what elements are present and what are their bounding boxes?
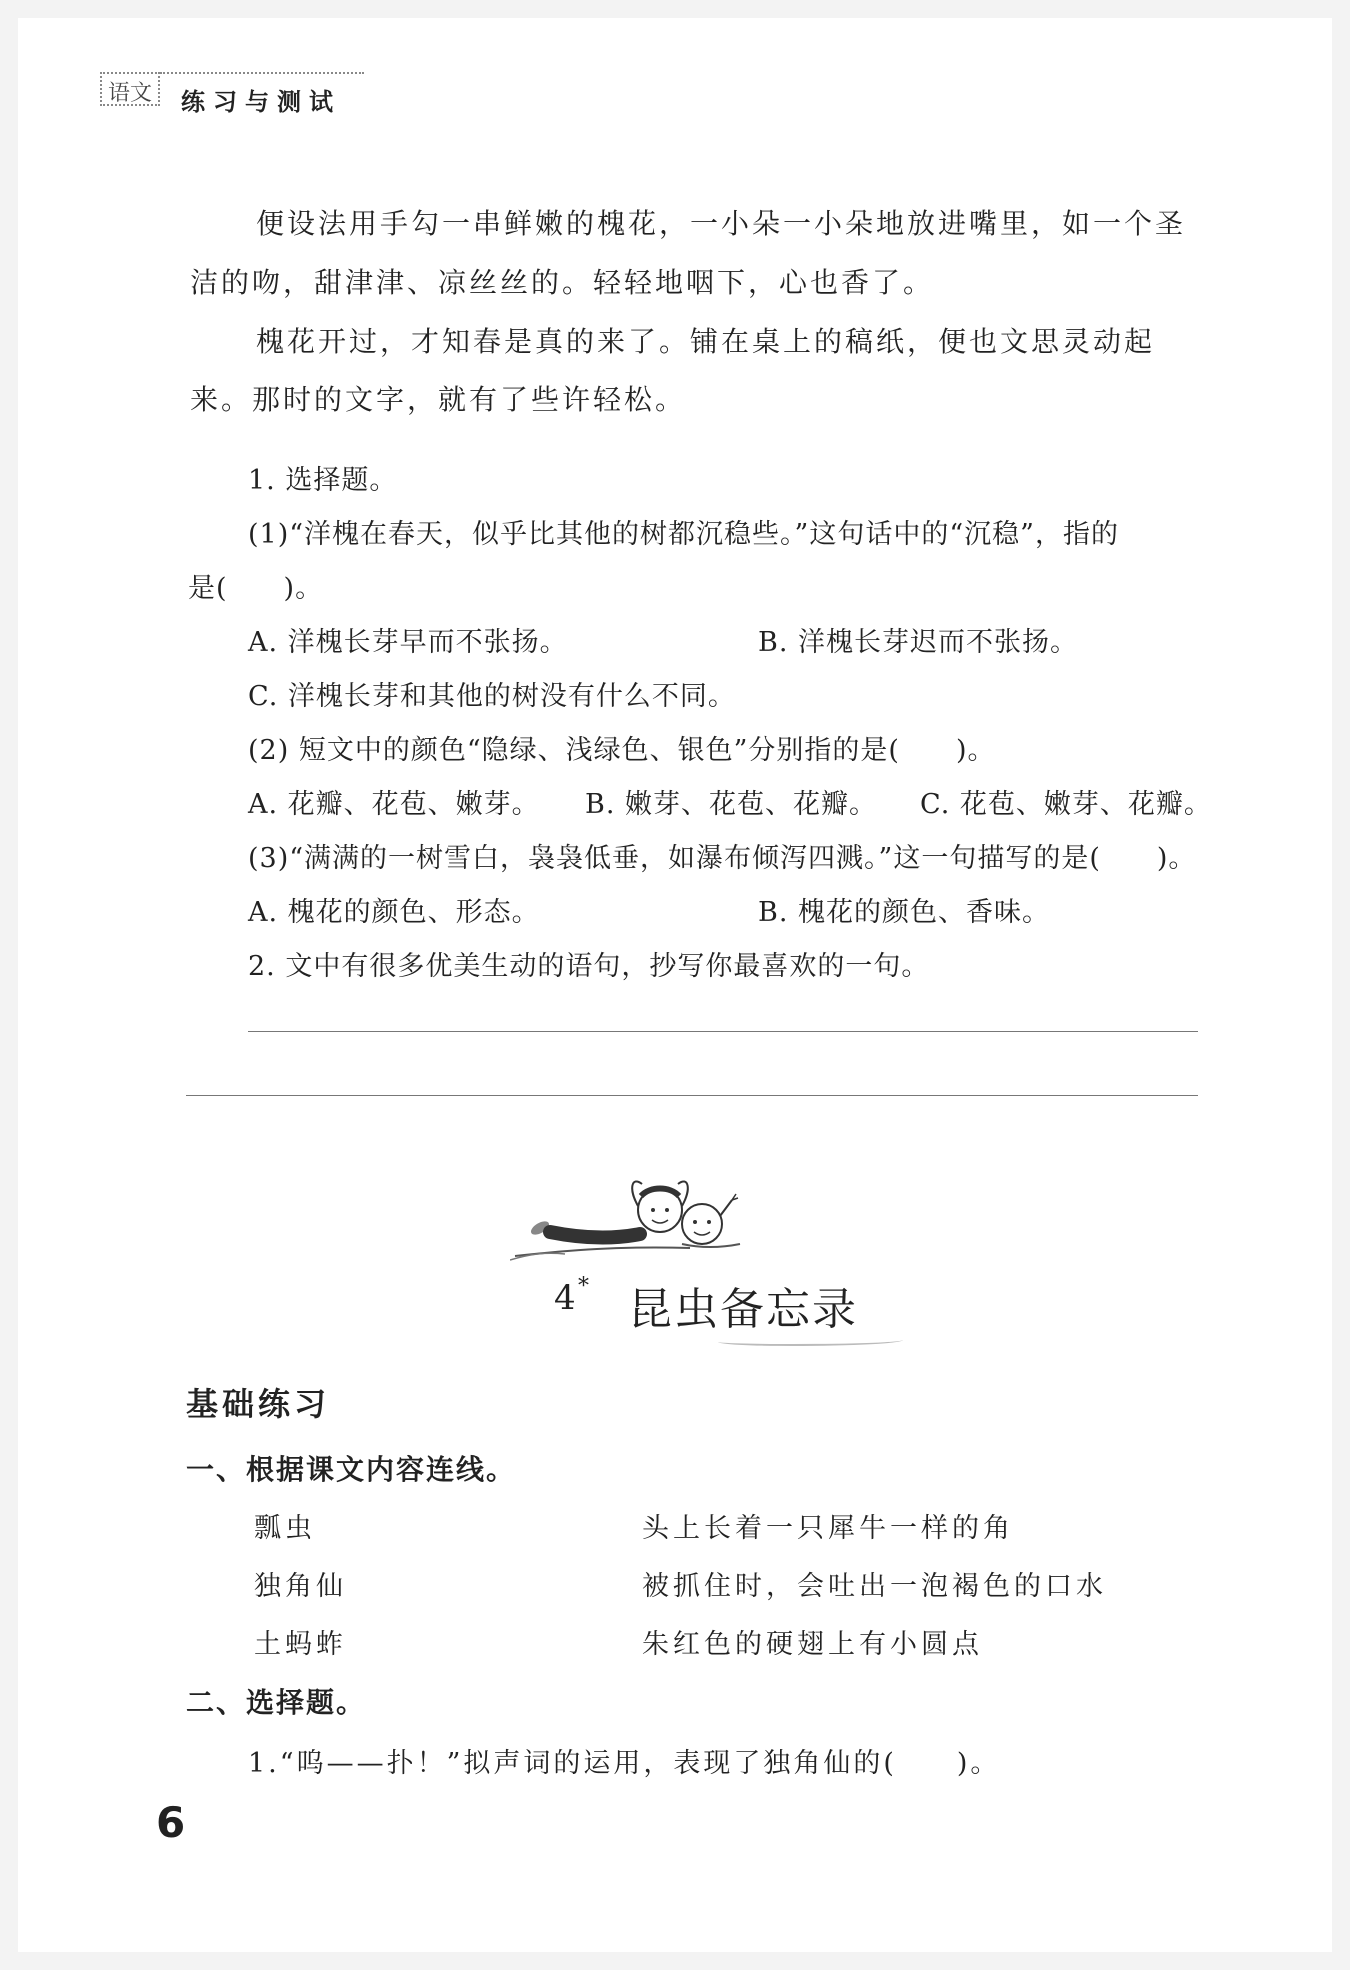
option-c: C. 洋槐长芽和其他的树没有什么不同。 xyxy=(248,681,736,712)
question-2-stem: 2. 文中有很多优美生动的语句，抄写你最喜欢的一句。 xyxy=(248,951,930,982)
lesson-number: 4 xyxy=(554,1278,576,1318)
exercise-2-title: 二、选择题。 xyxy=(186,1686,367,1719)
match-left-item[interactable]: 独角仙 xyxy=(254,1571,347,1602)
match-left-item[interactable]: 土蚂蚱 xyxy=(254,1629,347,1660)
option-c: C. 花苞、嫩芽、花瓣。 xyxy=(920,789,1212,820)
option-a: A. 花瓣、花苞、嫩芽。 xyxy=(248,789,540,820)
match-right-item[interactable]: 被抓住时，会吐出一泡褐色的口水 xyxy=(642,1571,1107,1602)
question-1-title: 1. 选择题。 xyxy=(248,465,398,496)
answer-line[interactable] xyxy=(186,1095,1198,1096)
option-b: B. 洋槐长芽迟而不张扬。 xyxy=(758,627,1079,658)
option-b: B. 嫩芽、花苞、花瓣。 xyxy=(585,789,878,820)
passage-line: 来。那时的文字，就有了些许轻松。 xyxy=(190,383,687,416)
lesson-title: 昆虫备忘录 xyxy=(628,1284,858,1335)
passage-line: 便设法用手勾一串鲜嫩的槐花，一小朵一小朵地放进嘴里，如一个圣 xyxy=(256,207,1187,240)
match-right-item[interactable]: 朱红色的硬翅上有小圆点 xyxy=(642,1629,983,1660)
lesson-star-mark: * xyxy=(578,1274,589,1299)
match-left-item[interactable]: 瓢虫 xyxy=(254,1513,316,1544)
question-1-1-stem: (1)“洋槐在春天，似乎比其他的树都沉稳些。”这句话中的“沉稳”，指的 xyxy=(248,519,1119,550)
option-a: A. 洋槐长芽早而不张扬。 xyxy=(248,627,568,658)
passage-line: 洁的吻，甜津津、凉丝丝的。轻轻地咽下，心也香了。 xyxy=(190,266,935,299)
workbook-page xyxy=(18,18,1332,1952)
exercise-2-question-1: 1.“呜——扑！”拟声词的运用，表现了独角仙的( )。 xyxy=(248,1748,1001,1779)
option-a: A. 槐花的颜色、形态。 xyxy=(248,897,540,928)
header-subject: 语文 xyxy=(108,81,153,106)
lesson-title-underline xyxy=(718,1336,903,1346)
question-1-3-stem: (3)“满满的一树雪白，袅袅低垂，如瀑布倾泻四溅。”这一句描写的是( )。 xyxy=(248,843,1197,874)
header-dotted-rule xyxy=(160,72,364,74)
page-number: 6 xyxy=(156,1798,186,1847)
question-1-2-stem: (2) 短文中的颜色“隐绿、浅绿色、银色”分别指的是( )。 xyxy=(248,735,996,766)
passage-line: 槐花开过，才知春是真的来了。铺在桌上的稿纸，便也文思灵动起 xyxy=(256,325,1156,358)
option-b: B. 槐花的颜色、香味。 xyxy=(758,897,1051,928)
answer-line[interactable] xyxy=(248,1031,1198,1032)
header-book-title: 练习与测试 xyxy=(181,88,341,116)
exercise-1-title: 一、根据课文内容连线。 xyxy=(186,1453,517,1486)
question-1-1-stem-cont: 是( )。 xyxy=(188,573,324,604)
kids-mascot-illustration xyxy=(510,1168,810,1278)
match-right-item[interactable]: 头上长着一只犀牛一样的角 xyxy=(642,1513,1014,1544)
section-heading: 基础练习 xyxy=(186,1385,331,1423)
